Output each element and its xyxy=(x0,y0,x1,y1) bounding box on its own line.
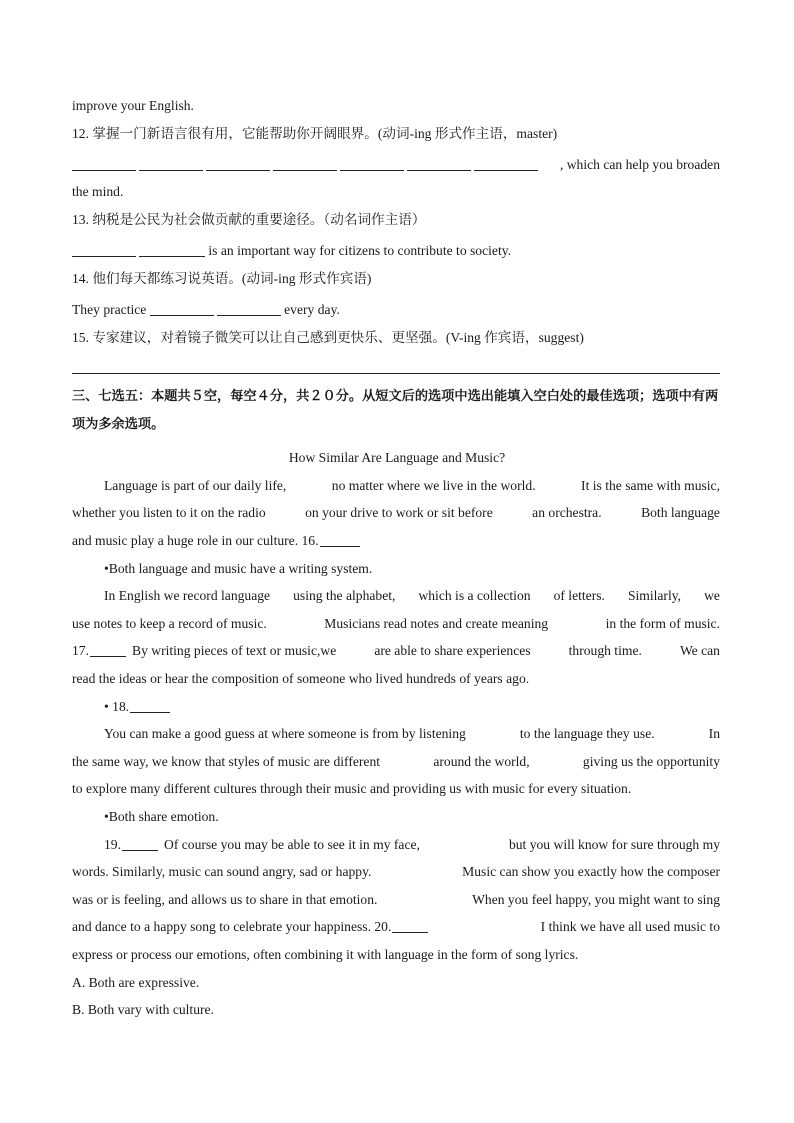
q15-answer-line[interactable] xyxy=(72,373,720,374)
passage-line: 19. Of course you may be able to see it in my face, but you will know for sure through my xyxy=(104,837,720,852)
answer-blank[interactable] xyxy=(72,156,136,171)
q13-answer-line xyxy=(72,242,511,260)
blank-20[interactable] xyxy=(392,918,428,933)
heading-1: •Both language and music have a writing system. xyxy=(104,561,373,576)
passage-line: In English we record language using the alphabet, which is a collection of letters. Similarly, we xyxy=(104,588,720,603)
q14-tail: every day. xyxy=(280,302,340,317)
answer-blank[interactable] xyxy=(139,156,203,171)
passage-line: whether you listen to it on the radio on your drive to work or sit before an orchestra. Both language xyxy=(72,505,720,520)
answer-blank[interactable] xyxy=(474,156,538,171)
passage-line: 17. By writing pieces of text or music,we are able to share experiences through time. We can xyxy=(72,643,720,658)
answer-blank[interactable] xyxy=(217,301,281,316)
q12-continuation: the mind. xyxy=(72,184,124,199)
blank-18[interactable] xyxy=(130,698,170,713)
answer-blank[interactable] xyxy=(206,156,270,171)
passage-line: express or process our emotions, often combining it with language in the form of song lyrics. xyxy=(72,947,579,962)
q11-continuation: improve your English. xyxy=(72,98,194,113)
q13-tail: is an important way for citizens to contribute to society. xyxy=(205,243,512,258)
passage-line: read the ideas or hear the composition of someone who lived hundreds of years ago. xyxy=(72,671,530,686)
passage-line: You can make a good guess at where someone is from by listening to the language they use. In xyxy=(104,726,720,741)
q14-head: They practice xyxy=(72,302,150,317)
q14-prompt: 14. 他们每天都练习说英语。(动词-ing 形式作宾语) xyxy=(72,271,372,286)
q14-answer-line xyxy=(72,301,340,319)
passage-line: to explore many different cultures through their music and providing us with music for every situation. xyxy=(72,781,632,796)
blank-19[interactable] xyxy=(122,836,158,851)
option-b: B. Both vary with culture. xyxy=(72,1002,214,1017)
answer-blank[interactable] xyxy=(273,156,337,171)
passage-line: and music play a huge role in our culture. 16. xyxy=(72,532,360,550)
section-instruction: 三、七选五：本题共５空，每空４分，共２０分。从短文后的选项中选出能填入空白处的最佳选项；选项中有两项为多余选项。 xyxy=(72,389,719,432)
q13-prompt: 13. 纳税是公民为社会做贡献的重要途径。（动名词作主语） xyxy=(72,212,426,227)
blank-17[interactable] xyxy=(90,642,126,657)
answer-blank[interactable] xyxy=(340,156,404,171)
passage-line: use notes to keep a record of music. Musicians read notes and create meaning in the form of music. xyxy=(72,616,720,631)
q12-tail: , which can help you broaden xyxy=(559,157,720,172)
passage-line: the same way, we know that styles of music are different around the world, giving us the opportunity xyxy=(72,754,720,769)
passage-title: How Similar Are Language and Music? xyxy=(288,450,506,465)
passage-line: words. Similarly, music can sound angry, sad or happy. Music can show you exactly how the composer xyxy=(72,864,720,879)
answer-blank[interactable] xyxy=(139,242,205,257)
answer-blank[interactable] xyxy=(72,242,136,257)
passage-line: was or is feeling, and allows us to share in that emotion. When you feel happy, you might want to sing xyxy=(72,892,720,907)
q15-prompt: 15. 专家建议，对着镜子微笑可以让自己感到更快乐、更坚强。(V-ing 作宾语，suggest) xyxy=(72,330,584,345)
q12-answer-line xyxy=(72,156,720,174)
blank-16[interactable] xyxy=(320,532,360,547)
heading-3: •Both share emotion. xyxy=(104,809,219,824)
q12-prompt: 12. 掌握一门新语言很有用，它能帮助你开阔眼界。(动词-ing 形式作主语，master) xyxy=(72,126,558,141)
option-a: A. Both are expressive. xyxy=(72,975,200,990)
answer-blank[interactable] xyxy=(407,156,471,171)
answer-blank[interactable] xyxy=(150,301,214,316)
passage-line: and dance to a happy song to celebrate your happiness. 20. I think we have all used music to xyxy=(72,919,720,934)
heading-2: • 18. xyxy=(104,698,170,716)
passage-line: Language is part of our daily life, no matter where we live in the world. It is the same with music, xyxy=(104,478,720,493)
